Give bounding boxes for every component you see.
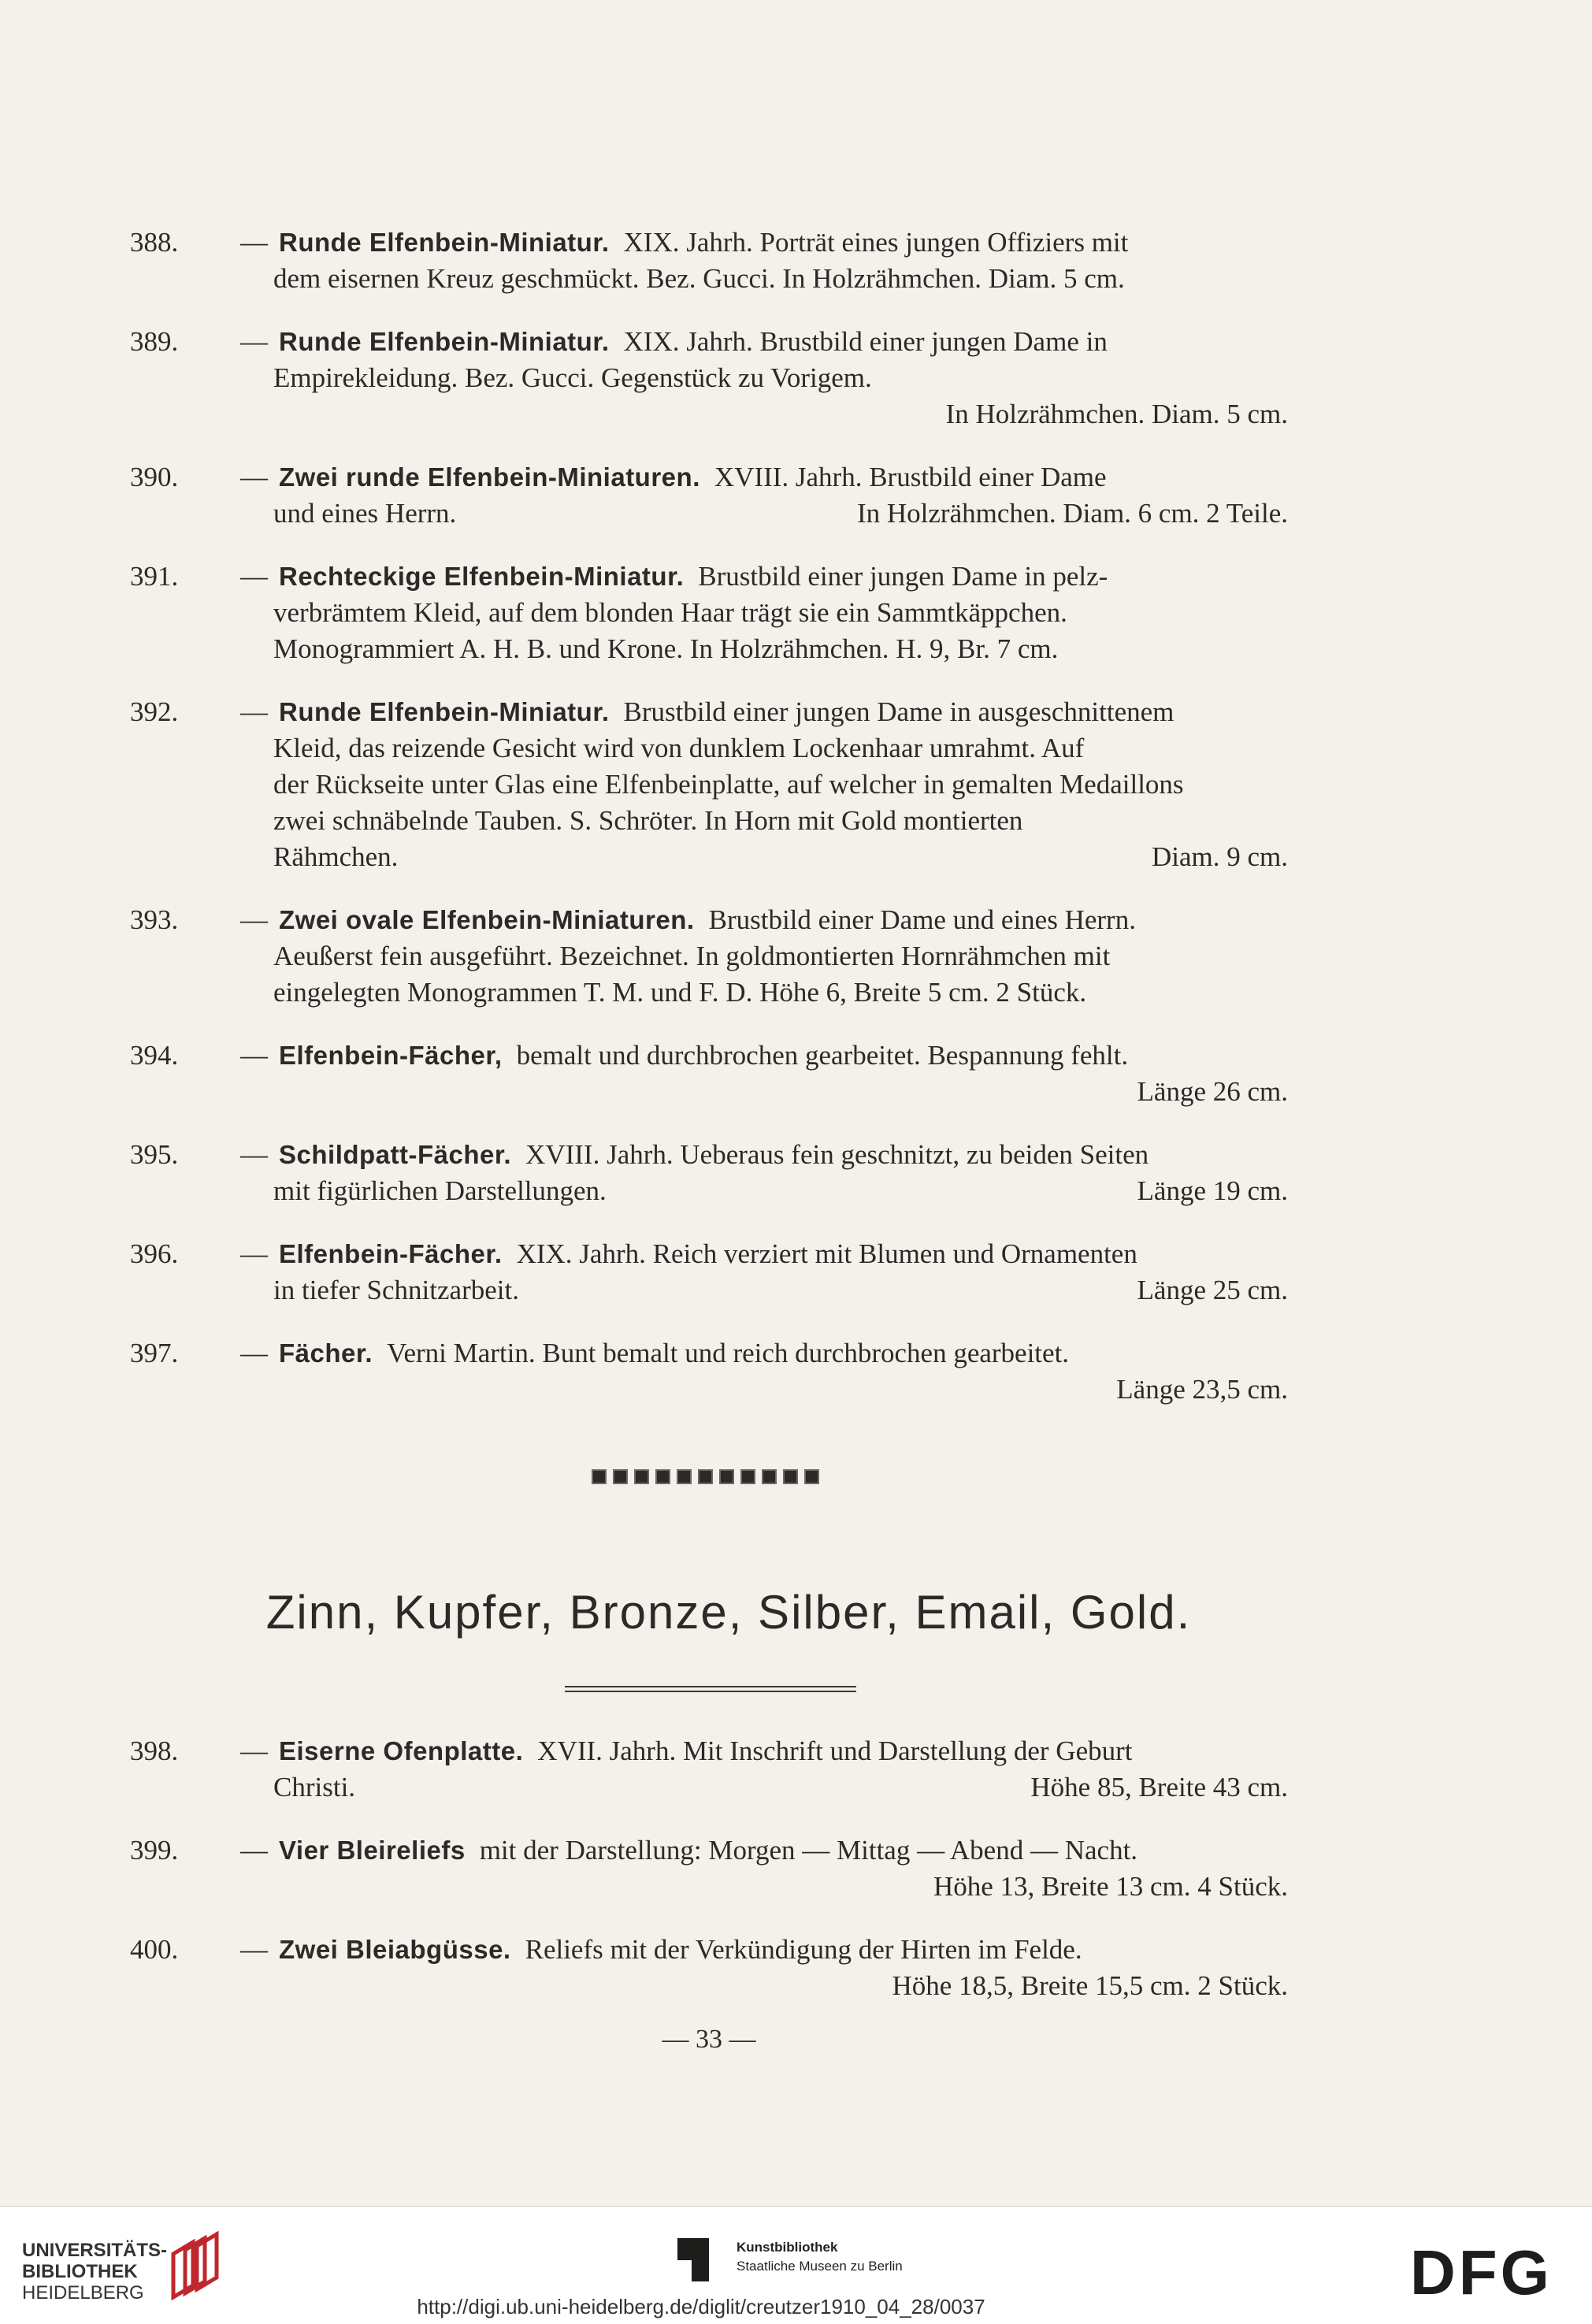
catalog-entry <box>130 902 1288 1011</box>
ornament-square <box>634 1469 649 1484</box>
university-logo-icon[interactable] <box>158 2230 228 2301</box>
entry-text: XVIII. Jahrh. Ueberaus fein geschnitzt, zu beiden Seiten <box>525 1139 1149 1170</box>
entry-continuation <box>130 631 1288 667</box>
entry-continuation <box>130 975 1288 1011</box>
entry-text: Monogrammiert A. H. B. und Krone. In Holzrähmchen. H. 9, Br. 7 cm. <box>273 633 1059 664</box>
catalog-entry <box>130 559 1288 667</box>
entry-text: mit figürlichen Darstellungen. <box>273 1175 607 1206</box>
entry-continuation <box>130 803 1288 839</box>
entry-dash: — <box>240 904 268 935</box>
entry-number: 398. <box>130 1736 179 1766</box>
section-heading: Zinn, Kupfer, Bronze, Silber, Email, Gold. <box>265 1586 1192 1639</box>
entry-text: eingelegten Monogrammen T. M. und F. D. Höhe 6, Breite 5 cm. 2 Stück. <box>273 977 1087 1008</box>
entry-text: Reliefs mit der Verkündigung der Hirten im Felde. <box>525 1934 1082 1965</box>
catalog-entry <box>130 225 1288 297</box>
entry-title: Fächer. <box>279 1338 373 1368</box>
entry-text: und eines Herrn. <box>273 498 457 529</box>
catalog-entry <box>130 1137 1288 1209</box>
entry-number: 394. <box>130 1040 179 1071</box>
entry-continuation <box>130 1074 1288 1110</box>
entry-number: 395. <box>130 1139 179 1170</box>
entry-continuation <box>130 396 1288 433</box>
entry-text: dem eisernen Kreuz geschmückt. Bez. Gucci. In Holzrähmchen. Diam. 5 cm. <box>273 263 1125 294</box>
entry-continuation <box>130 938 1288 975</box>
entry-number: 388. <box>130 227 179 258</box>
entry-number: 396. <box>130 1238 179 1269</box>
catalog-entry <box>130 324 1288 433</box>
entry-text: Empirekleidung. Bez. Gucci. Gegenstück zu Vorigem. <box>273 362 872 393</box>
entry-title: Zwei Bleiabgüsse. <box>279 1935 511 1964</box>
entry-dash: — <box>240 1835 268 1866</box>
entry-title: Eiserne Ofenplatte. <box>279 1736 524 1765</box>
entry-measurement: Länge 23,5 cm. <box>1116 1374 1288 1405</box>
entry-continuation <box>130 1869 1288 1905</box>
catalog-entry <box>130 694 1288 875</box>
catalog-entry <box>130 459 1288 532</box>
entry-continuation <box>130 1173 1288 1209</box>
ornament-square <box>783 1469 798 1484</box>
entry-dash: — <box>240 1040 268 1071</box>
entry-number: 389. <box>130 326 179 357</box>
catalog-entries-metal <box>130 1733 1288 2031</box>
ornament-square <box>592 1469 607 1484</box>
entry-measurement: Höhe 13, Breite 13 cm. 4 Stück. <box>933 1871 1288 1902</box>
entry-title: Schildpatt-Fächer. <box>279 1140 512 1169</box>
entry-number: 399. <box>130 1835 179 1866</box>
entry-text: XVIII. Jahrh. Brustbild einer Dame <box>714 462 1107 492</box>
catalog-entries <box>130 225 1288 1435</box>
entry-text: Brustbild einer Dame und eines Herrn. <box>708 904 1136 935</box>
entry-dash: — <box>240 696 268 727</box>
entry-measurement: In Holzrähmchen. Diam. 5 cm. <box>945 399 1288 429</box>
entry-measurement: Höhe 85, Breite 43 cm. <box>1030 1772 1288 1802</box>
entry-text: XIX. Jahrh. Brustbild einer jungen Dame in <box>623 326 1108 357</box>
entry-continuation <box>130 1372 1288 1408</box>
entry-title: Zwei ovale Elfenbein-Miniaturen. <box>279 905 695 934</box>
entry-continuation <box>130 839 1288 875</box>
entry-text: Kleid, das reizende Gesicht wird von dunklem Lockenhaar umrahmt. Auf <box>273 733 1085 763</box>
entry-title: Rechteckige Elfenbein-Miniatur. <box>279 562 685 591</box>
entry-number: 392. <box>130 696 179 727</box>
entry-text: verbrämtem Kleid, auf dem blonden Haar trägt sie ein Sammtkäppchen. <box>273 597 1067 628</box>
entry-title: Zwei runde Elfenbein-Miniaturen. <box>279 462 700 492</box>
entry-dash: — <box>240 227 268 258</box>
entry-title: Vier Bleireliefs <box>279 1836 466 1865</box>
ornament-squares <box>0 1469 1410 1484</box>
catalog-entry <box>130 1733 1288 1806</box>
entry-number: 390. <box>130 462 179 492</box>
entry-text: in tiefer Schnitzarbeit. <box>273 1275 519 1305</box>
entry-measurement: In Holzrähmchen. Diam. 6 cm. 2 Teile. <box>856 498 1288 529</box>
entry-continuation <box>130 1272 1288 1309</box>
entry-continuation <box>130 360 1288 396</box>
entry-text: bemalt und durchbrochen gearbeitet. Bespannung fehlt. <box>516 1040 1129 1071</box>
footer-bar <box>0 2206 1592 2324</box>
kunstbibliothek-logo-icon[interactable] <box>677 2238 709 2281</box>
entry-continuation <box>130 595 1288 631</box>
catalog-entry <box>130 1335 1288 1408</box>
entry-continuation <box>130 496 1288 532</box>
entry-text: Rähmchen. <box>273 841 399 872</box>
catalog-entry <box>130 1932 1288 2004</box>
heading-rule-bottom <box>565 1691 856 1692</box>
ornament-square <box>613 1469 628 1484</box>
entry-number: 393. <box>130 904 179 935</box>
entry-text: Christi. <box>273 1772 356 1802</box>
entry-title: Runde Elfenbein-Miniatur. <box>279 327 610 356</box>
entry-text: der Rückseite unter Glas eine Elfenbeinplatte, auf welcher in gemalten Medaillons <box>273 769 1184 800</box>
entry-text: zwei schnäbelnde Tauben. S. Schröter. In Horn mit Gold montierten <box>273 805 1023 836</box>
entry-dash: — <box>240 1934 268 1965</box>
entry-title: Runde Elfenbein-Miniatur. <box>279 697 610 726</box>
ornament-square <box>655 1469 670 1484</box>
ornament-square <box>719 1469 734 1484</box>
entry-text: Brustbild einer jungen Dame in ausgeschnittenem <box>623 696 1175 727</box>
entry-continuation <box>130 1769 1288 1806</box>
entry-dash: — <box>240 1736 268 1766</box>
entry-dash: — <box>240 326 268 357</box>
entry-text: XIX. Jahrh. Porträt eines jungen Offiziers mit <box>623 227 1129 258</box>
entry-number: 391. <box>130 561 179 592</box>
entry-text: mit der Darstellung: Morgen — Mittag — Abend — Nacht. <box>479 1835 1138 1866</box>
catalog-entry <box>130 1236 1288 1309</box>
entry-text: XIX. Jahrh. Reich verziert mit Blumen und Ornamenten <box>516 1238 1137 1269</box>
ornament-square <box>762 1469 777 1484</box>
ornament-square <box>677 1469 692 1484</box>
entry-dash: — <box>240 561 268 592</box>
page-number: — 33 — <box>662 2025 756 2054</box>
entry-dash: — <box>240 462 268 492</box>
entry-continuation <box>130 767 1288 803</box>
entry-measurement: Länge 19 cm. <box>1137 1175 1288 1206</box>
entry-dash: — <box>240 1238 268 1269</box>
entry-title: Elfenbein-Fächer, <box>279 1041 503 1070</box>
entry-measurement: Länge 26 cm. <box>1137 1076 1288 1107</box>
entry-text: XVII. Jahrh. Mit Inschrift und Darstellung der Geburt <box>537 1736 1133 1766</box>
dfg-logo[interactable]: DFG <box>1410 2237 1553 2307</box>
entry-text: Verni Martin. Bunt bemalt und reich durchbrochen gearbeitet. <box>387 1338 1070 1368</box>
kunstbibliothek-name[interactable]: Kunstbibliothek Staatliche Museen zu Berlin <box>737 2240 903 2274</box>
catalog-entry <box>130 1038 1288 1110</box>
ornament-square <box>804 1469 819 1484</box>
entry-number: 397. <box>130 1338 179 1368</box>
entry-dash: — <box>240 1139 268 1170</box>
entry-measurement: Höhe 18,5, Breite 15,5 cm. 2 Stück. <box>892 1970 1288 2001</box>
entry-text: Aeußerst fein ausgeführt. Bezeichnet. In goldmontierten Hornrähmchen mit <box>273 941 1111 971</box>
entry-number: 400. <box>130 1934 179 1965</box>
entry-measurement: Länge 25 cm. <box>1137 1275 1288 1305</box>
entry-title: Runde Elfenbein-Miniatur. <box>279 228 610 257</box>
entry-text: Brustbild einer jungen Dame in pelz- <box>698 561 1108 592</box>
entry-measurement: Diam. 9 cm. <box>1151 841 1288 872</box>
entry-continuation <box>130 1968 1288 2004</box>
entry-continuation <box>130 730 1288 767</box>
ornament-square <box>698 1469 713 1484</box>
university-library-name[interactable]: UNIVERSITÄTS- BIBLIOTHEK HEIDELBERG <box>22 2240 168 2304</box>
catalog-entry <box>130 1832 1288 1905</box>
permalink-url[interactable]: http://digi.ub.uni-heidelberg.de/diglit/creutzer1910_04_28/0037 <box>417 2295 985 2318</box>
heading-rule-top <box>565 1686 856 1687</box>
ornament-square <box>740 1469 755 1484</box>
entry-dash: — <box>240 1338 268 1368</box>
entry-title: Elfenbein-Fächer. <box>279 1239 503 1268</box>
entry-continuation <box>130 261 1288 297</box>
